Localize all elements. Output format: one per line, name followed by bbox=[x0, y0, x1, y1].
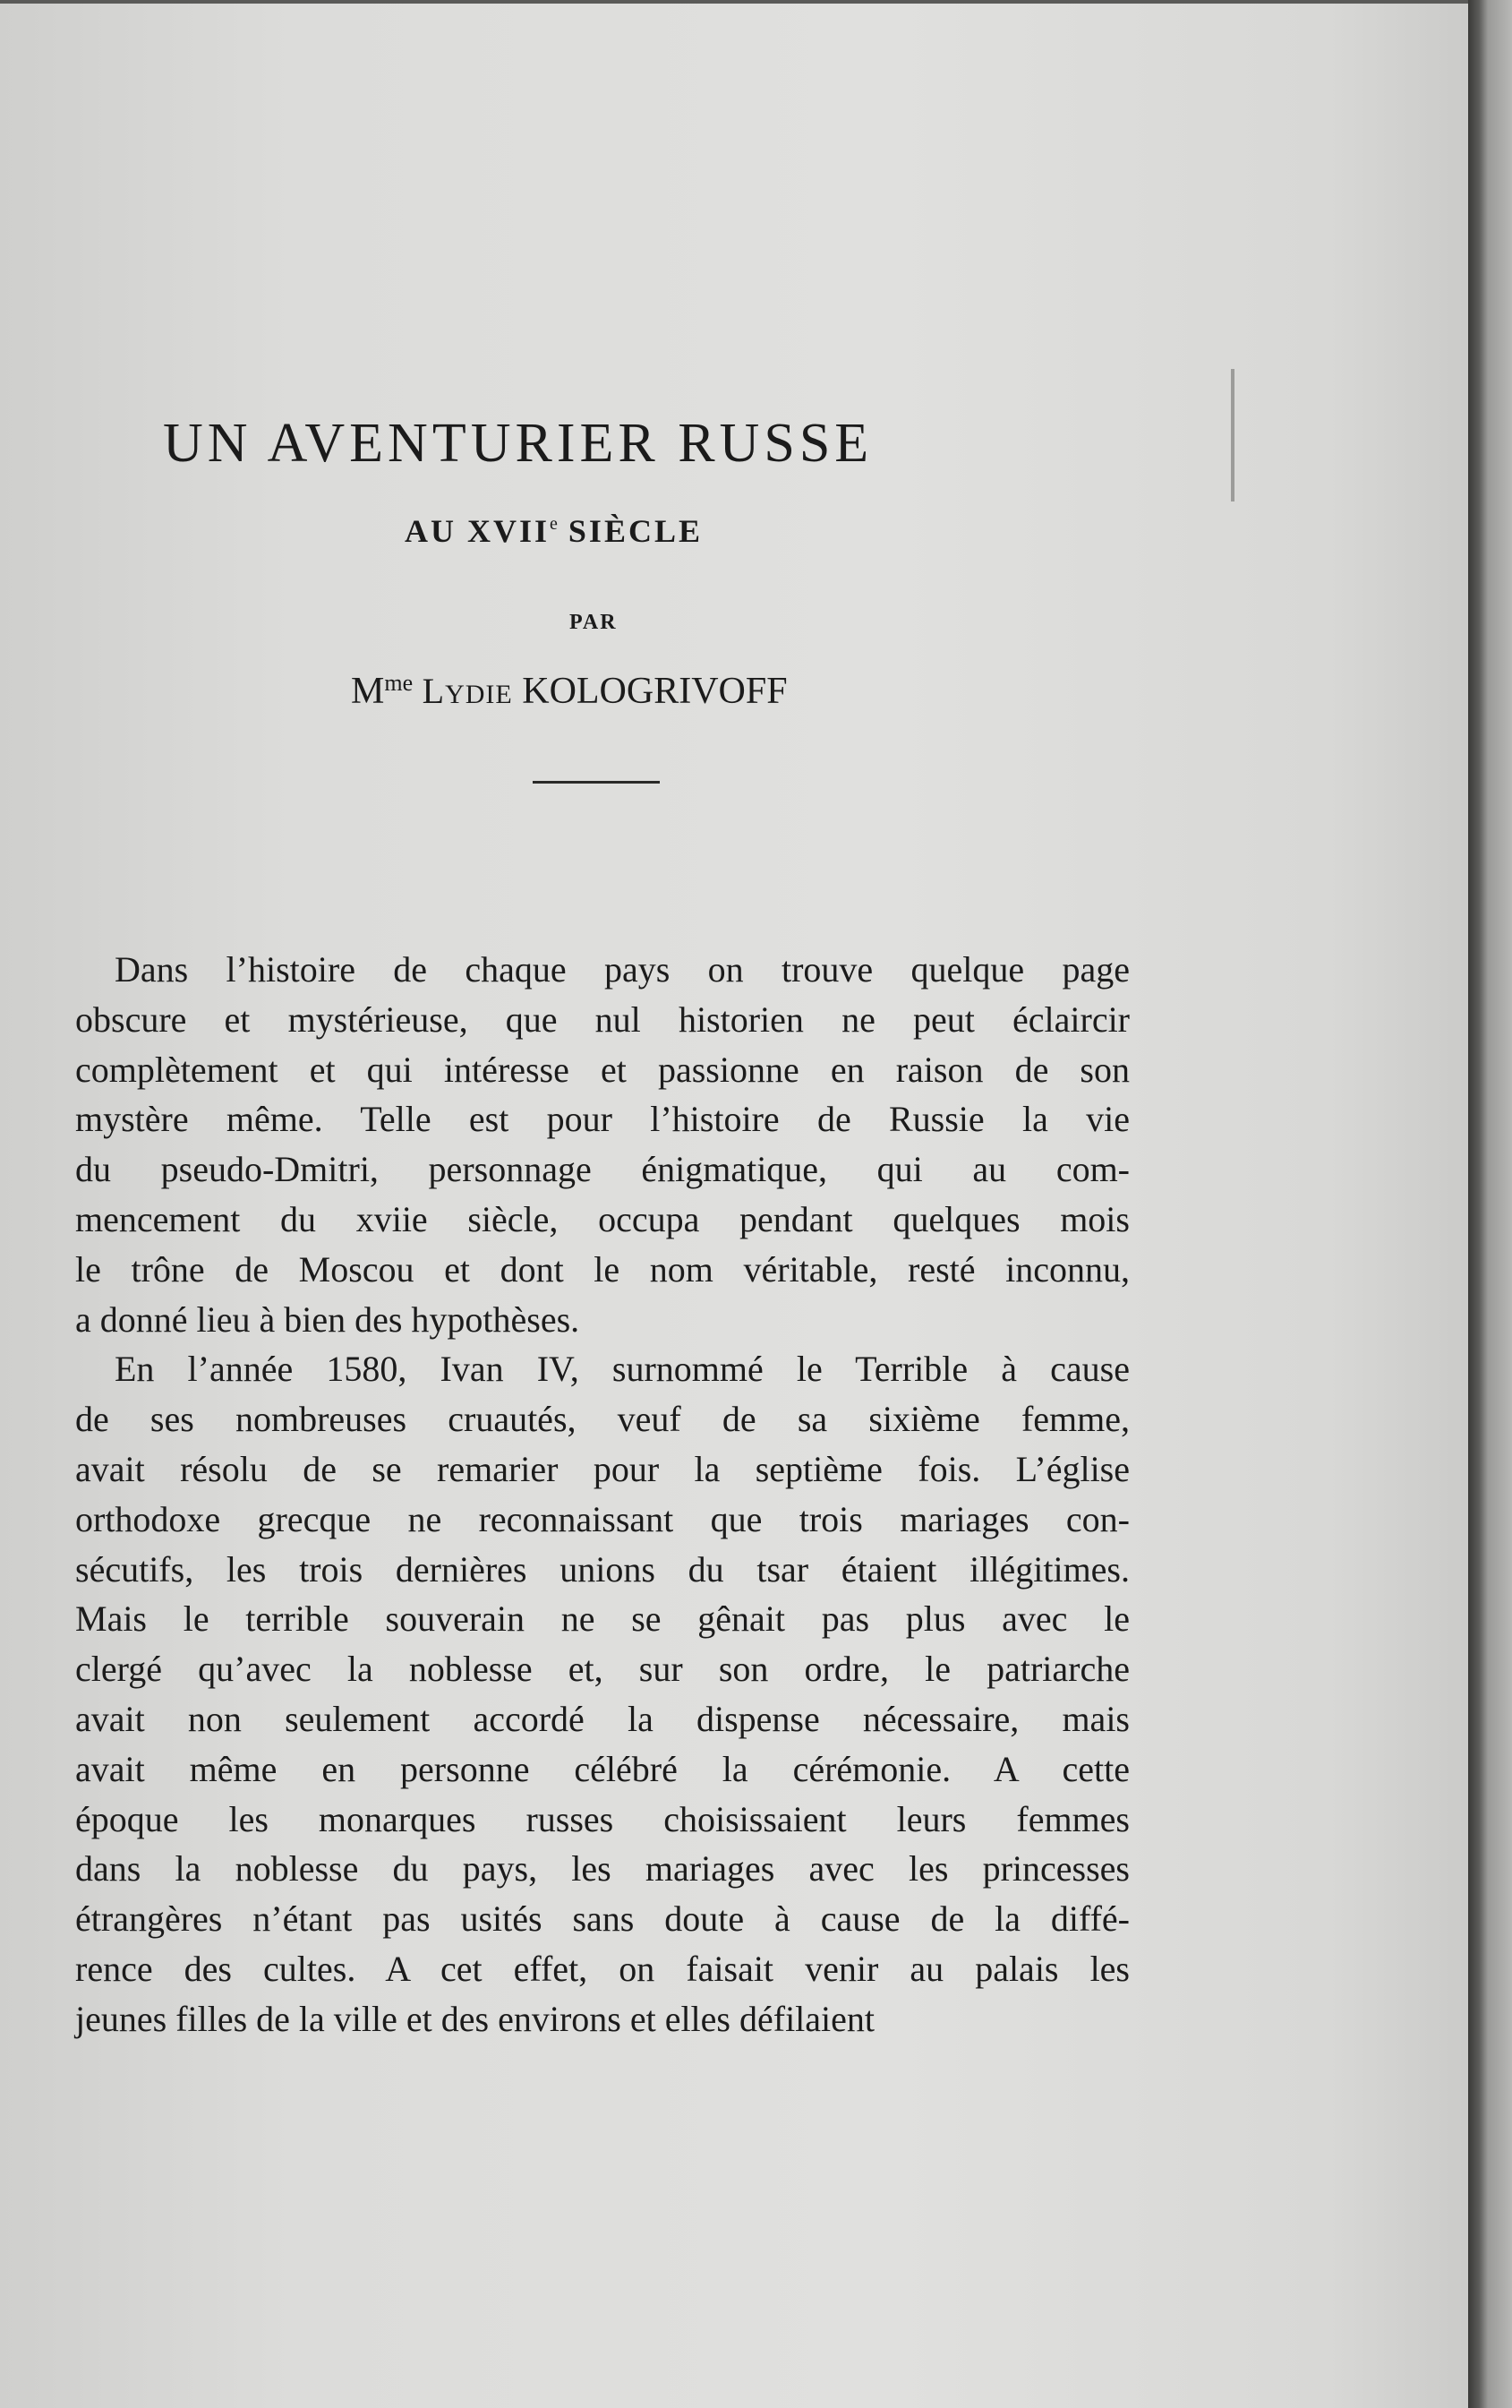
margin-mark bbox=[1231, 369, 1234, 501]
body-line: Dans l’histoire de chaque pays on trouve quelque page bbox=[115, 949, 1130, 990]
page-top-edge bbox=[0, 0, 1475, 4]
subtitle-prefix: AU XVII bbox=[405, 513, 551, 549]
title-separator-rule bbox=[533, 781, 660, 784]
body-line: avait non seulement accordé la dispense nécessaire, mais bbox=[75, 1698, 1130, 1739]
author-line bbox=[351, 670, 788, 713]
body-line: clergé qu’avec la noblesse et, sur son ordre, le patriarche bbox=[75, 1649, 1130, 1690]
body-line: avait résolu de se remarier pour la septième fois. L’église bbox=[75, 1448, 1130, 1489]
body-line: dans la noblesse du pays, les mariages avec les princesses bbox=[75, 1848, 1130, 1890]
body-line: rence des cultes. A cet effet, on faisait venir au palais les bbox=[75, 1948, 1130, 1989]
body-line: de ses nombreuses cruautés, veuf de sa sixième femme, bbox=[75, 1399, 1130, 1440]
subtitle-superscript: e bbox=[550, 514, 558, 534]
body-line: Mais le terrible souverain ne se gênait pas plus avec le bbox=[75, 1598, 1130, 1640]
article-title: UN AVENTURIER RUSSE bbox=[163, 413, 874, 474]
author-first-name: LYDIE bbox=[422, 671, 513, 711]
subtitle-suffix: SIÈCLE bbox=[557, 513, 703, 549]
article-subtitle bbox=[405, 512, 703, 550]
body-line: mystère même. Telle est pour l’histoire de Russie la vie bbox=[75, 1099, 1130, 1140]
body-line: orthodoxe grecque ne reconnaissant que trois mariages con- bbox=[75, 1498, 1130, 1539]
body-line: étrangères n’étant pas usités sans doute à cause de la diffé- bbox=[75, 1898, 1130, 1940]
body-line: a donné lieu à bien des hypothèses. bbox=[75, 1298, 580, 1340]
body-line: mencement du xviie siècle, occupa pendant quelques mois bbox=[75, 1198, 1130, 1239]
body-line: complètement et qui intéresse et passionne en raison de son bbox=[75, 1049, 1130, 1090]
body-line: jeunes filles de la ville et des environs et elles défilaient bbox=[75, 1998, 876, 2039]
body-line: sécutifs, les trois dernières unions du tsar étaient illégitimes. bbox=[75, 1548, 1130, 1590]
author-honorific-sup: me bbox=[384, 670, 414, 696]
article-body bbox=[75, 945, 1130, 2044]
body-line: le trône de Moscou et dont le nom véritable, resté inconnu, bbox=[75, 1248, 1130, 1290]
body-line: du pseudo-Dmitri, personnage énigmatique, qui au com- bbox=[75, 1149, 1130, 1190]
body-line: époque les monarques russes choisissaient leurs femmes bbox=[75, 1798, 1130, 1839]
body-line: obscure et mystérieuse, que nul historien ne peut éclaircir bbox=[75, 998, 1130, 1040]
byline-par: PAR bbox=[569, 611, 618, 634]
body-line: avait même en personne célébré la cérémonie. A cette bbox=[75, 1748, 1130, 1789]
author-honorific: $M^{me}$ bbox=[351, 670, 414, 712]
author-surname: KOLOGRIVOFF bbox=[522, 671, 788, 712]
body-line: En l’année 1580, Ivan IV, surnommé le Terrible à cause bbox=[115, 1349, 1130, 1390]
book-binding-edge bbox=[1468, 0, 1512, 2408]
